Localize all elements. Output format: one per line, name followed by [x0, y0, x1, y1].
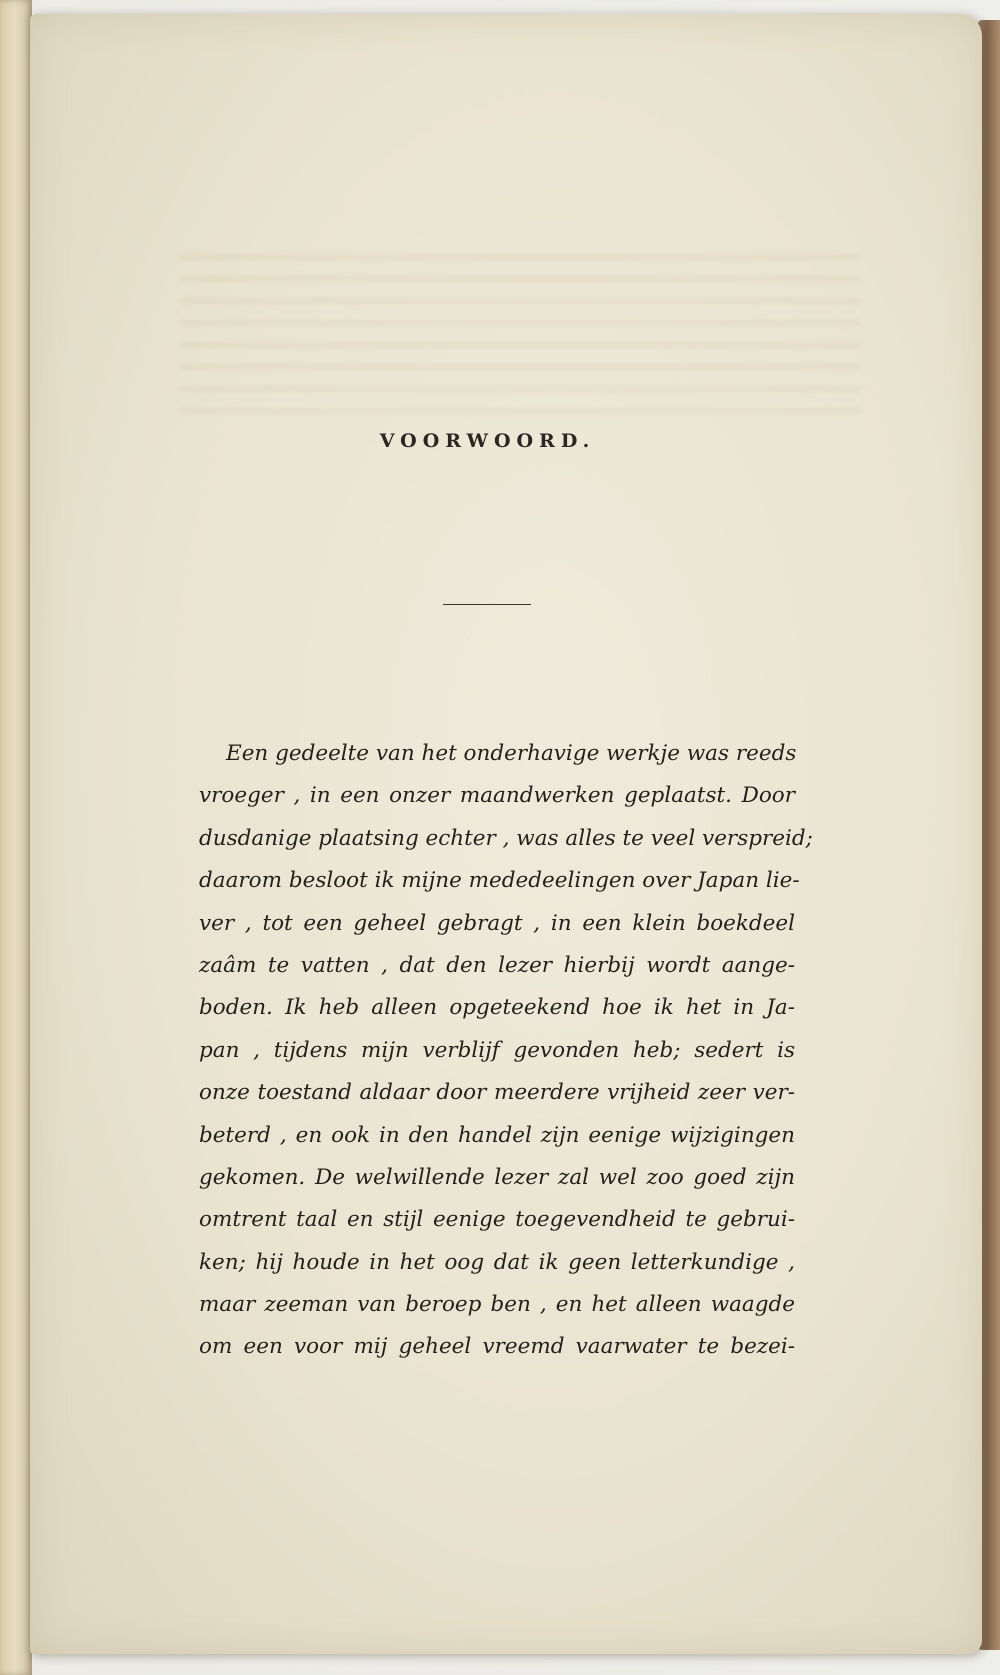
facing-page-edge [0, 0, 32, 1675]
preface-paragraph [199, 733, 813, 1369]
text-line: Een gedeelte van het onderhavige werkje was reeds [226, 741, 797, 766]
text-line: maar zeeman van beroep ben , en het alleen waagde [199, 1292, 795, 1318]
text-line: om een voor mij geheel vreemd vaarwater te bezei- [199, 1334, 795, 1360]
text-line: ken; hij houde in het oog dat ik geen letterkundige , [199, 1249, 795, 1275]
heading-divider [443, 604, 531, 605]
text-line: ver , tot een geheel gebragt , in een klein boekdeel [199, 910, 795, 936]
text-line: gekomen. De welwillende lezer zal wel zoo goed zijn [199, 1164, 795, 1190]
text-line: onze toestand aldaar door meerdere vrijheid zeer ver- [199, 1080, 795, 1106]
text-line: pan , tijdens mijn verblijf gevonden heb; sedert is [199, 1037, 795, 1063]
show-through-text [180, 254, 860, 414]
text-line: zaâm te vatten , dat den lezer hierbij wordt aange- [199, 952, 795, 978]
text-line: daarom besloot ik mijne mededeelingen over Japan lie- [199, 868, 800, 894]
text-line: omtrent taal en stijl eenige toegevendheid te gebrui- [199, 1207, 795, 1233]
text-line: dusdanige plaatsing echter , was alles te veel verspreid; [199, 825, 813, 851]
page-heading: VOORWOORD. [379, 430, 596, 452]
text-line: beterd , en ook in den handel zijn eenige wijzigingen [199, 1122, 795, 1148]
text-line: boden. Ik heb alleen opgeteekend hoe ik het in Ja- [199, 995, 795, 1021]
text-line: vroeger , in een onzer maandwerken geplaatst. Door [199, 783, 795, 809]
